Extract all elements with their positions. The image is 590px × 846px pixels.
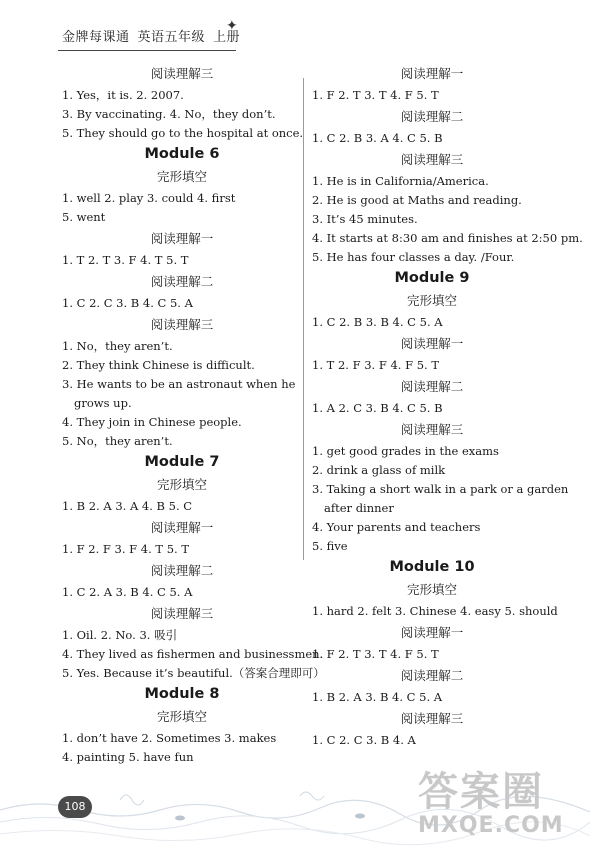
section-heading: 阅读理解一 [150,520,214,535]
answer-line: 1. C 2. B 3. A 4. C 5. B [312,131,443,145]
section-heading: 阅读理解二 [400,379,464,394]
section-heading: 阅读理解二 [400,109,464,124]
answer-line: 4. painting 5. have fun [62,750,194,764]
answer-line: 5. went [62,210,106,224]
answer-line: 1. get good grades in the exams [312,444,499,458]
answer-line: 5. Yes. Because it’s beautiful.（答案合理即可） [62,666,325,680]
answer-line: 5. He has four classes a day. /Four. [312,250,515,264]
column-divider [303,78,304,560]
module-title: Module 10 [389,559,475,575]
answer-line-continued: grows up. [74,396,132,410]
answer-line: 4. It starts at 8:30 am and finishes at 2:50 pm. [312,231,583,245]
section-heading: 阅读理解一 [150,231,214,246]
answer-line: 1. C 2. C 3. B 4. A [312,733,416,747]
section-heading: 阅读理解三 [400,422,464,437]
sparkle-icon: ✦ [226,18,238,34]
module-title: Module 8 [144,686,220,702]
book-volume: 上册 [213,30,241,45]
section-heading: 完形填空 [156,709,207,724]
watermark-logo [418,770,578,840]
section-heading: 阅读理解二 [150,274,214,289]
answer-line: 1. Oil. 2. No. 3. 吸引 [62,628,178,642]
section-heading: 阅读理解一 [400,625,464,640]
section-heading: 完形填空 [406,293,457,308]
book-subject: 英语五年级 [137,30,206,45]
answer-line-continued: after dinner [324,501,394,515]
answer-line: 2. He is good at Maths and reading. [312,193,522,207]
section-heading: 完形填空 [156,169,207,184]
answer-line: 1. No，they aren’t. [62,339,173,353]
answer-line: 4. Your parents and teachers [312,520,481,534]
answer-line: 1. B 2. A 3. B 4. C 5. A [312,690,443,704]
header-rule [58,50,236,51]
answer-line: 5. They should go to the hospital at once. [62,126,304,140]
answer-line: 3. By vaccinating. 4. No，they don’t. [62,107,276,121]
answer-line: 1. F 2. T 3. T 4. F 5. T [312,647,439,661]
watermark-en: MXQE.COM [418,813,564,838]
section-heading: 阅读理解二 [400,668,464,683]
answer-line: 1. B 2. A 3. A 4. B 5. C [62,499,193,513]
section-heading: 完形填空 [156,477,207,492]
section-heading: 阅读理解三 [150,66,214,81]
answer-line: 1. F 2. F 3. F 4. T 5. T [62,542,190,556]
section-heading: 阅读理解三 [150,606,214,621]
section-heading: 阅读理解三 [400,152,464,167]
module-title: Module 6 [144,146,220,162]
watermark-cn: 答案圈 [418,769,544,815]
answer-line: 5. five [312,539,348,553]
answer-line: 5. No，they aren’t. [62,434,173,448]
page-number: 108 [58,796,92,818]
answer-line: 4. They lived as fishermen and businessmen. [62,647,324,661]
answer-line: 3. Taking a short walk in a park or a garden [312,482,569,496]
answer-line: 1. He is in California/America. [312,174,489,188]
left-column [62,62,325,767]
answer-line: 2. They think Chinese is difficult. [62,358,255,372]
answer-line: 1. well 2. play 3. could 4. first [62,191,236,205]
page-header [62,26,248,45]
answer-line: 1. C 2. A 3. B 4. C 5. A [62,585,193,599]
module-title: Module 9 [394,270,470,286]
section-heading: 阅读理解二 [150,563,214,578]
section-heading: 阅读理解三 [400,711,464,726]
answer-line: 1. C 2. C 3. B 4. C 5. A [62,296,193,310]
answer-line: 1. T 2. F 3. F 4. F 5. T [312,358,440,372]
answer-line: 3. He wants to be an astronaut when he [62,377,296,391]
section-heading: 阅读理解一 [400,336,464,351]
answer-line: 2. drink a glass of milk [312,463,446,477]
right-column [312,62,583,750]
answer-line: 3. It’s 45 minutes. [312,212,418,226]
section-heading: 完形填空 [406,582,457,597]
answer-line: 1. Yes，it is. 2. 2007. [62,88,184,102]
section-heading: 阅读理解一 [400,66,464,81]
section-heading: 阅读理解三 [150,317,214,332]
module-title: Module 7 [144,454,220,470]
book-title: 金牌每课通 [62,30,130,45]
answer-line: 1. F 2. T 3. T 4. F 5. T [312,88,439,102]
answer-line: 4. They join in Chinese people. [62,415,242,429]
answer-line: 1. T 2. T 3. F 4. T 5. T [62,253,189,267]
answer-line: 1. C 2. B 3. B 4. C 5. A [312,315,443,329]
answer-line: 1. hard 2. felt 3. Chinese 4. easy 5. should [312,604,558,618]
answer-line: 1. don’t have 2. Sometimes 3. makes [62,731,277,745]
answer-line: 1. A 2. C 3. B 4. C 5. B [312,401,443,415]
